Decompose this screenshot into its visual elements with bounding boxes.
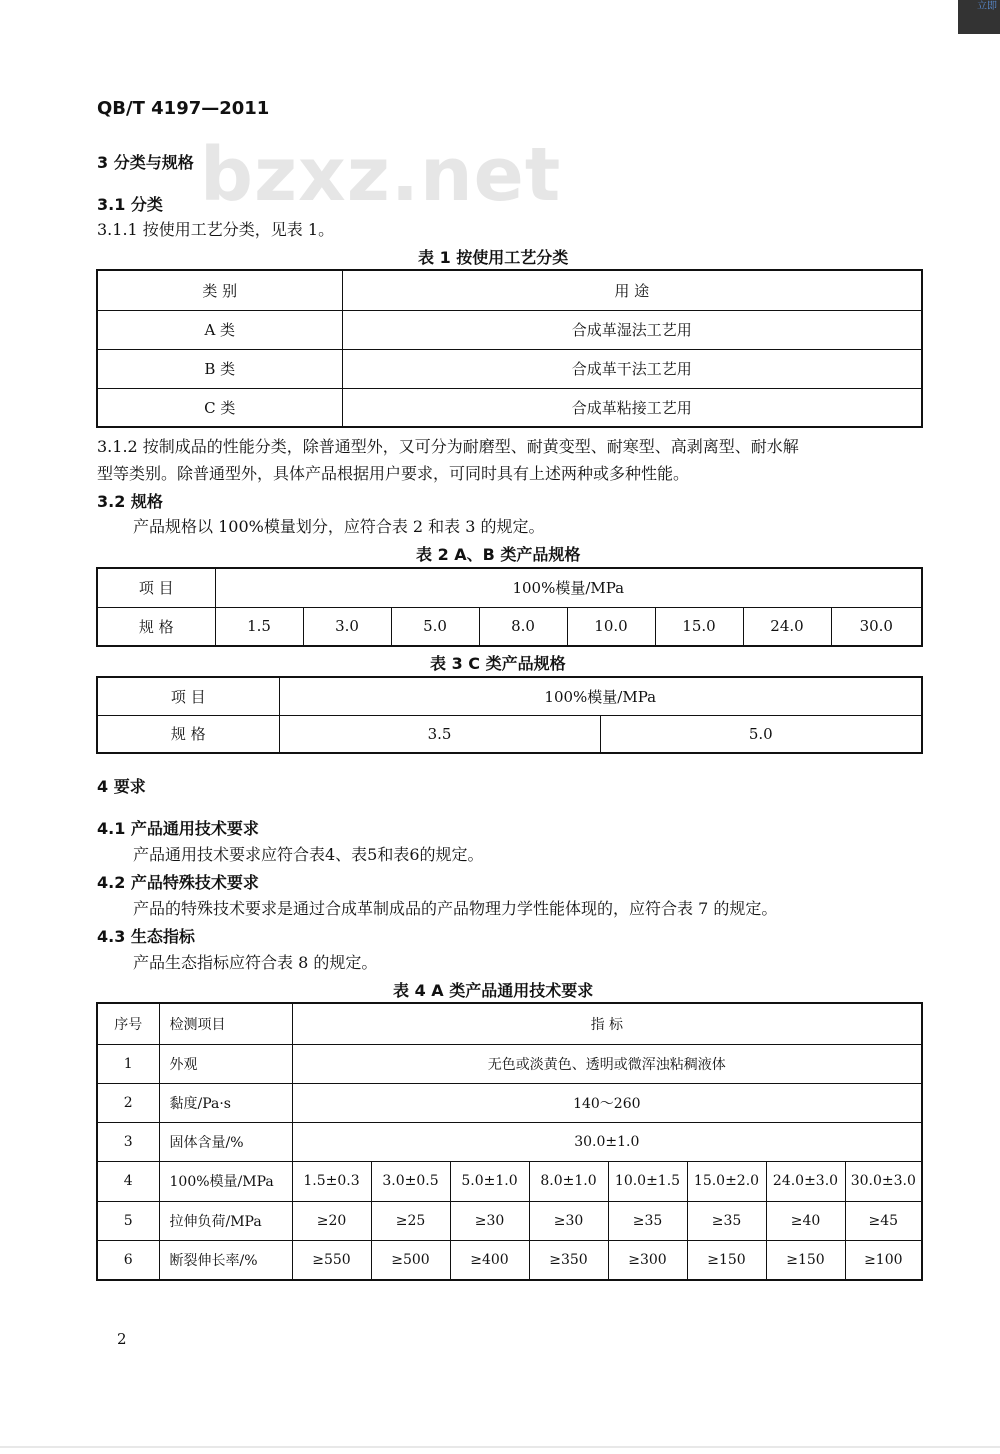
table1-cell: 合成革干法工艺用	[342, 349, 922, 388]
table4-caption: 表 4 A 类产品通用技术要求	[393, 981, 594, 1000]
table4-header-item: 检测项目	[159, 1003, 292, 1044]
standard-code: QB/T 4197—2011	[97, 98, 270, 119]
table2	[96, 567, 923, 647]
table4-cell: ≥30	[450, 1201, 529, 1240]
table4-header-no: 序号	[97, 1003, 159, 1044]
table-row	[97, 607, 922, 646]
table4-cell: ≥35	[608, 1201, 687, 1240]
table-row	[97, 1044, 922, 1083]
table4-cell: ≥30	[529, 1201, 608, 1240]
table-row	[97, 715, 922, 753]
table2-cell: 24.0	[743, 607, 831, 646]
table-row	[97, 1161, 922, 1201]
table2-label-spec: 规 格	[97, 607, 215, 646]
section-4-3-heading: 4.3 生态指标	[97, 927, 195, 946]
section-4-2-text: 产品的特殊技术要求是通过合成革制成品的产品物理力学性能体现的，应符合表 7 的规定。	[133, 899, 778, 918]
table2-caption: 表 2 A、B 类产品规格	[416, 545, 581, 564]
table4-no: 1	[97, 1044, 159, 1083]
table4-cell: 30.0±3.0	[845, 1161, 922, 1201]
table4-value: 140～260	[292, 1083, 922, 1122]
table4-cell: 5.0±1.0	[450, 1161, 529, 1201]
table4-item: 拉伸负荷/MPa	[159, 1201, 292, 1240]
table4-header-index: 指 标	[292, 1003, 922, 1044]
table2-cell: 1.5	[215, 607, 303, 646]
table1-cell: 合成革湿法工艺用	[342, 310, 922, 349]
table4-item: 黏度/Pa·s	[159, 1083, 292, 1122]
table1-cell: A 类	[97, 310, 342, 349]
table4-value: 无色或淡黄色、透明或微浑浊粘稠液体	[292, 1044, 922, 1083]
table4-cell: ≥400	[450, 1240, 529, 1280]
table4-value: 30.0±1.0	[292, 1122, 922, 1161]
table4-cell: 10.0±1.5	[608, 1161, 687, 1201]
table2-modulus-header: 100%模量/MPa	[215, 568, 922, 607]
table4-cell: 1.5±0.3	[292, 1161, 371, 1201]
table4-no: 5	[97, 1201, 159, 1240]
table2-cell: 15.0	[655, 607, 743, 646]
table2-cell: 10.0	[567, 607, 655, 646]
section-4-heading: 4 要求	[97, 777, 146, 796]
table4-cell: 24.0±3.0	[766, 1161, 845, 1201]
section-3-2-heading: 3.2 规格	[97, 492, 163, 511]
table3	[96, 676, 923, 754]
table4-cell: ≥40	[766, 1201, 845, 1240]
table3-modulus-header: 100%模量/MPa	[279, 677, 922, 715]
table4-cell: ≥20	[292, 1201, 371, 1240]
table4-no: 6	[97, 1240, 159, 1280]
table4-cell: 15.0±2.0	[687, 1161, 766, 1201]
corner-tab[interactable]: 立即	[958, 0, 1000, 34]
section-3-1-2-line1: 3.1.2 按制成品的性能分类，除普通型外，又可分为耐磨型、耐黄变型、耐寒型、高剥离型、耐水解	[97, 437, 799, 456]
table4-cell: ≥300	[608, 1240, 687, 1280]
table2-cell: 5.0	[391, 607, 479, 646]
table3-label-item: 项 目	[97, 677, 279, 715]
section-4-1-text: 产品通用技术要求应符合表4、表5和表6的规定。	[133, 845, 484, 864]
table1-cell: B 类	[97, 349, 342, 388]
table4-no: 3	[97, 1122, 159, 1161]
table3-cell: 3.5	[279, 715, 600, 753]
section-4-1-heading: 4.1 产品通用技术要求	[97, 819, 259, 838]
table-row	[97, 349, 922, 388]
table4-cell: ≥150	[687, 1240, 766, 1280]
table4-no: 4	[97, 1161, 159, 1201]
table-row	[97, 388, 922, 427]
table4-item: 100%模量/MPa	[159, 1161, 292, 1201]
table4	[96, 1002, 923, 1281]
watermark: bzxz.net	[200, 132, 562, 218]
table4-item: 外观	[159, 1044, 292, 1083]
section-3-1-2-line2: 型等类别。除普通型外，具体产品根据用户要求，可同时具有上述两种或多种性能。	[97, 464, 690, 483]
table1	[96, 269, 923, 428]
table4-cell: ≥35	[687, 1201, 766, 1240]
section-4-3-text: 产品生态指标应符合表 8 的规定。	[133, 953, 378, 972]
table4-cell: ≥500	[371, 1240, 450, 1280]
table1-cell: 合成革粘接工艺用	[342, 388, 922, 427]
table3-cell: 5.0	[600, 715, 922, 753]
table-row	[97, 1122, 922, 1161]
table-row	[97, 1240, 922, 1280]
table4-cell: ≥25	[371, 1201, 450, 1240]
table4-cell: ≥45	[845, 1201, 922, 1240]
section-4-2-heading: 4.2 产品特殊技术要求	[97, 873, 259, 892]
table1-header-usage: 用 途	[342, 270, 922, 310]
table2-cell: 8.0	[479, 607, 567, 646]
table4-cell: ≥350	[529, 1240, 608, 1280]
table1-header-category: 类 别	[97, 270, 342, 310]
table-row	[97, 1201, 922, 1240]
table4-cell: ≥150	[766, 1240, 845, 1280]
table1-cell: C 类	[97, 388, 342, 427]
bottom-divider	[0, 1446, 1000, 1448]
section-3-2-text: 产品规格以 100%模量划分，应符合表 2 和表 3 的规定。	[133, 517, 545, 536]
table1-caption: 表 1 按使用工艺分类	[418, 248, 569, 267]
table2-cell: 30.0	[831, 607, 922, 646]
section-3-heading: 3 分类与规格	[97, 153, 194, 172]
table4-cell: 8.0±1.0	[529, 1161, 608, 1201]
table4-cell: ≥100	[845, 1240, 922, 1280]
table-row	[97, 310, 922, 349]
table4-cell: 3.0±0.5	[371, 1161, 450, 1201]
table4-no: 2	[97, 1083, 159, 1122]
table-row	[97, 1083, 922, 1122]
section-3-1-1-text: 3.1.1 按使用工艺分类，见表 1。	[97, 220, 335, 239]
table3-caption: 表 3 C 类产品规格	[430, 654, 566, 673]
table4-item: 固体含量/%	[159, 1122, 292, 1161]
table3-label-spec: 规 格	[97, 715, 279, 753]
table4-item: 断裂伸长率/%	[159, 1240, 292, 1280]
table4-cell: ≥550	[292, 1240, 371, 1280]
page-number: 2	[117, 1330, 127, 1348]
table2-label-item: 项 目	[97, 568, 215, 607]
section-3-1-heading: 3.1 分类	[97, 195, 163, 214]
table2-cell: 3.0	[303, 607, 391, 646]
